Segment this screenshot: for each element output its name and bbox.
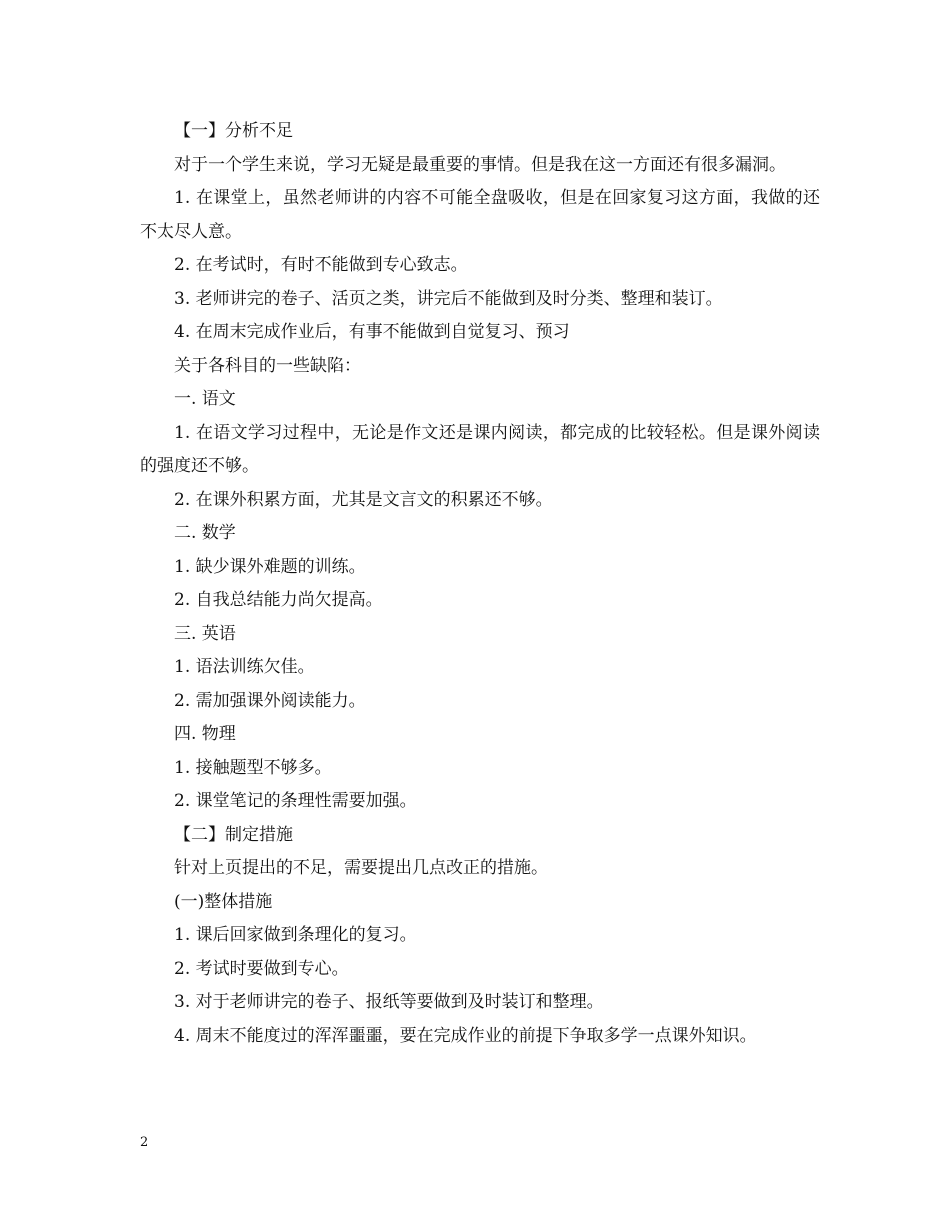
list-item: 4. 周末不能度过的浑浑噩噩，要在完成作业的前提下争取多学一点课外知识。 — [174, 1025, 757, 1046]
list-item: 2. 考试时要做到专心。 — [174, 958, 349, 979]
list-item: 2. 课堂笔记的条理性需要加强。 — [174, 791, 417, 811]
list-item: 3. 老师讲完的卷子、活页之类，讲完后不能做到及时分类、整理和装订。 — [174, 288, 723, 309]
list-item: 2. 自我总结能力尚欠提高。 — [174, 590, 383, 610]
subjects-intro: 关于各科目的一些缺陷： — [174, 355, 361, 376]
list-item: 2. 在考试时，有时不能做到专心致志。 — [174, 255, 468, 275]
list-item: 1. 在语文学习过程中，无论是作文还是课内阅读，都完成的比较轻松。但是课外阅读的强度还不够。 — [140, 422, 820, 476]
subject-heading-physics: 四. 物理 — [174, 724, 236, 744]
subject-heading-math: 二. 数学 — [174, 523, 236, 543]
section-heading-measures: 【二】制定措施 — [174, 824, 293, 845]
intro-paragraph: 对于一个学生来说，学习无疑是最重要的事情。但是我在这一方面还有很多漏洞。 — [174, 154, 786, 175]
list-item: 1. 在课堂上，虽然老师讲的内容不可能全盘吸收，但是在回家复习这方面，我做的还不太尽人意。 — [140, 188, 820, 242]
list-item: 1. 接触题型不够多。 — [174, 757, 332, 778]
list-item: 1. 语法训练欠佳。 — [174, 657, 315, 677]
list-item: 1. 缺少课外难题的训练。 — [174, 556, 366, 577]
subject-heading-english: 三. 英语 — [174, 623, 236, 644]
document-body — [140, 115, 820, 1053]
section-heading-analysis: 【一】分析不足 — [174, 121, 293, 141]
list-item: 2. 需加强课外阅读能力。 — [174, 690, 366, 711]
page-number: 2 — [140, 1135, 149, 1150]
list-item: 1. 课后回家做到条理化的复习。 — [174, 925, 417, 945]
list-item: 2. 在课外积累方面，尤其是文言文的积累还不够。 — [174, 489, 553, 510]
subsection-heading-overall: (一)整体措施 — [174, 891, 273, 912]
subject-heading-chinese: 一. 语文 — [174, 389, 236, 409]
list-item: 4. 在周末完成作业后，有事不能做到自觉复习、预习 — [174, 322, 570, 342]
measures-intro: 针对上页提出的不足，需要提出几点改正的措施。 — [174, 858, 548, 878]
list-item: 3. 对于老师讲完的卷子、报纸等要做到及时装订和整理。 — [174, 992, 604, 1012]
